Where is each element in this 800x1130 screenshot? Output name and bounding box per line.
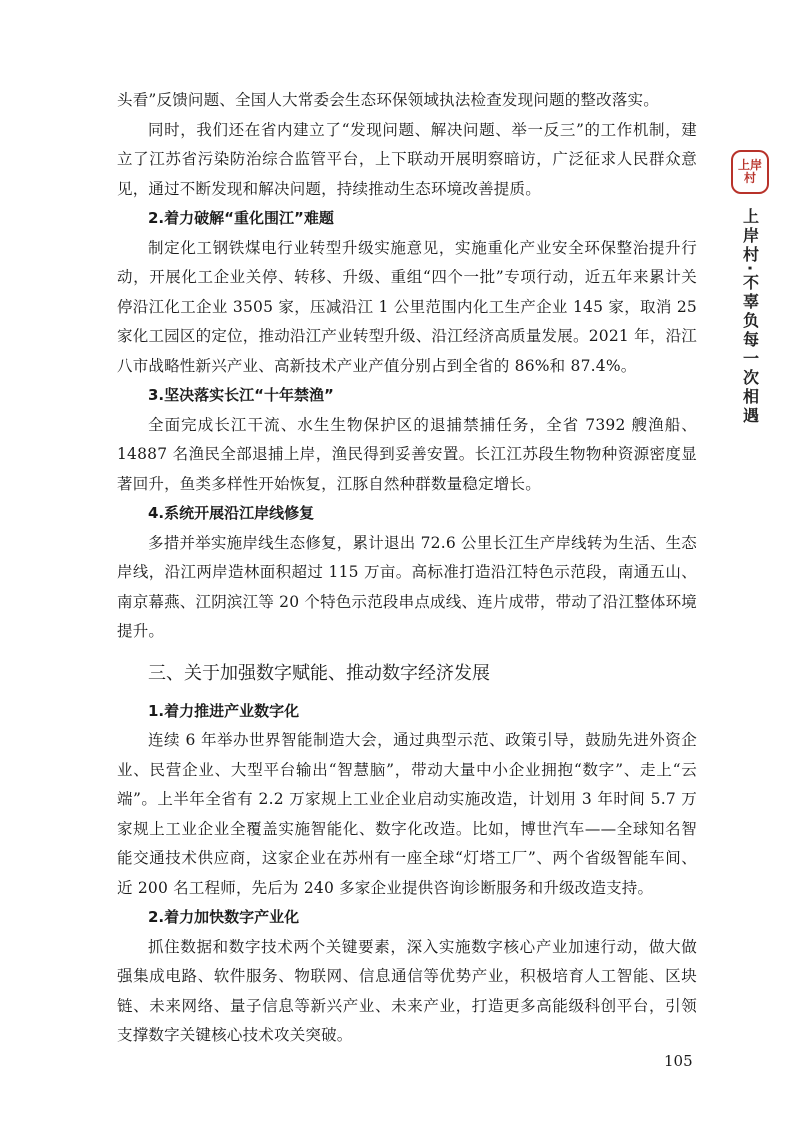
page-number: 105 [664,1052,693,1070]
subheading: 2.着力加快数字产业化 [148,908,300,926]
subheading: 2.着力破解“重化围江”难题 [148,209,334,227]
subheading: 3.坚决落实长江“十年禁渔” [148,386,334,404]
paragraph: 连续 6 年举办世界智能制造大会，通过典型示范、政策引导，鼓励先进外资企业、民营企业、大型平台输出“智慧脑”，带动大量中小企业拥抱“数字”、走上“云端”。上半年全省有 2.2 万家规上工业企业启动实施改造，计划用 3 年时间 5.7 万家规上工业企业全覆盖实施智能化、数字化改造。比如，博世汽车——全球知名智能交通技术供应商，这家企业在苏州有一座全球“灯塔工厂”、两个省级智能车间、近 200 名工程师，先后为 240 多家企业提供咨询诊断服务和升级改造支持。 [117,731,697,897]
side-banner [728,150,772,426]
paragraph: 头看”反馈问题、全国人大常委会生态环保领域执法检查发现问题的整改落实。 [117,91,659,109]
subheading: 1.着力推进产业数字化 [148,701,300,720]
page-body [117,86,697,1051]
vertical-book-title: 上岸村·不辜负每一次相遇 [740,208,760,427]
subheading: 4.系统开展沿江岸线修复 [148,504,315,522]
paragraph: 制定化工钢铁煤电行业转型升级实施意见，实施重化产业安全环保整治提升行动，开展化工企业关停、转移、升级、重组“四个一批”专项行动，近五年来累计关停沿江化工企业 3505 家，压减沿江 1 公里范围内化工生产企业 145 家，取消 25 家化工园区的定位，推动沿江产业转型升级、沿江经济高质量发展。2021 年，沿江八市战略性新兴产业、高新技术产业产值分别占到全省的 86%和 87.4%。 [117,238,697,375]
paragraph: 同时，我们还在省内建立了“发现问题、解决问题、举一反三”的工作机制，建立了江苏省污染防治综合监管平台，上下联动开展明察暗访，广泛征求人民群众意见，通过不断发现和解决问题，持续推动生态环境改善提质。 [117,120,697,198]
section-heading: 三、关于加强数字赋能、推动数字经济发展 [148,662,490,684]
paragraph: 多措并举实施岸线生态修复，累计退出 72.6 公里长江生产岸线转为生活、生态岸线，沿江两岸造林面积超过 115 万亩。高标准打造沿江特色示范段，南通五山、南京幕燕、江阴滨江等 20 个特色示范段串点成线、连片成带，带动了沿江整体环境提升。 [117,533,697,640]
paragraph: 全面完成长江干流、水生生物保护区的退捕禁捕任务，全省 7392 艘渔船、14887 名渔民全部退捕上岸，渔民得到妥善安置。长江江苏段生物物种资源密度显著回升，鱼类多样性开始恢复，江豚自然种群数量稳定增长。 [117,415,697,493]
seal-logo: 上岸村 [731,150,769,194]
paragraph: 抓住数据和数字技术两个关键要素，深入实施数字核心产业加速行动，做大做强集成电路、软件服务、物联网、信息通信等优势产业，积极培育人工智能、区块链、未来网络、量子信息等新兴产业、未来产业，打造更多高能级科创平台，引领支撑数字关键核心技术攻关突破。 [117,937,697,1044]
